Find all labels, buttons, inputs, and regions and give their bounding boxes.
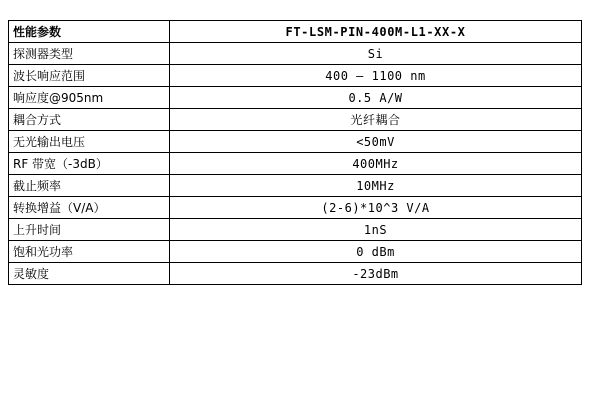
row-parameter-value: -23dBm [170,263,582,285]
table-row [9,219,582,241]
row-parameter-value: 10MHz [170,175,582,197]
row-parameter-value: 光纤耦合 [170,109,582,131]
table-header-row [9,21,582,43]
row-parameter-label: 上升时间 [9,219,170,241]
table-row [9,65,582,87]
row-parameter-value: Si [170,43,582,65]
row-parameter-label: 截止频率 [9,175,170,197]
row-parameter-value: 0.5 A/W [170,87,582,109]
table-row [9,109,582,131]
table-row [9,87,582,109]
row-parameter-label: RF 带宽（-3dB） [9,153,170,175]
row-parameter-label: 耦合方式 [9,109,170,131]
table-row [9,131,582,153]
row-parameter-value: 400 — 1100 nm [170,65,582,87]
row-parameter-label: 响应度@905nm [9,87,170,109]
table-row [9,263,582,285]
row-parameter-value: 0 dBm [170,241,582,263]
row-parameter-label: 灵敏度 [9,263,170,285]
row-parameter-label: 转换增益（V/A） [9,197,170,219]
table-row [9,175,582,197]
row-parameter-label: 饱和光功率 [9,241,170,263]
row-parameter-value: 1nS [170,219,582,241]
table-row [9,43,582,65]
row-parameter-value: <50mV [170,131,582,153]
table-header-model: FT-LSM-PIN-400M-L1-XX-X [170,21,582,43]
table-row [9,197,582,219]
row-parameter-value: (2-6)*10^3 V/A [170,197,582,219]
table-row [9,153,582,175]
specification-table-body [9,21,582,285]
table-header-parameter: 性能参数 [9,21,170,43]
row-parameter-label: 无光输出电压 [9,131,170,153]
row-parameter-label: 波长响应范围 [9,65,170,87]
row-parameter-label: 探测器类型 [9,43,170,65]
specification-table [8,20,582,285]
table-row [9,241,582,263]
row-parameter-value: 400MHz [170,153,582,175]
